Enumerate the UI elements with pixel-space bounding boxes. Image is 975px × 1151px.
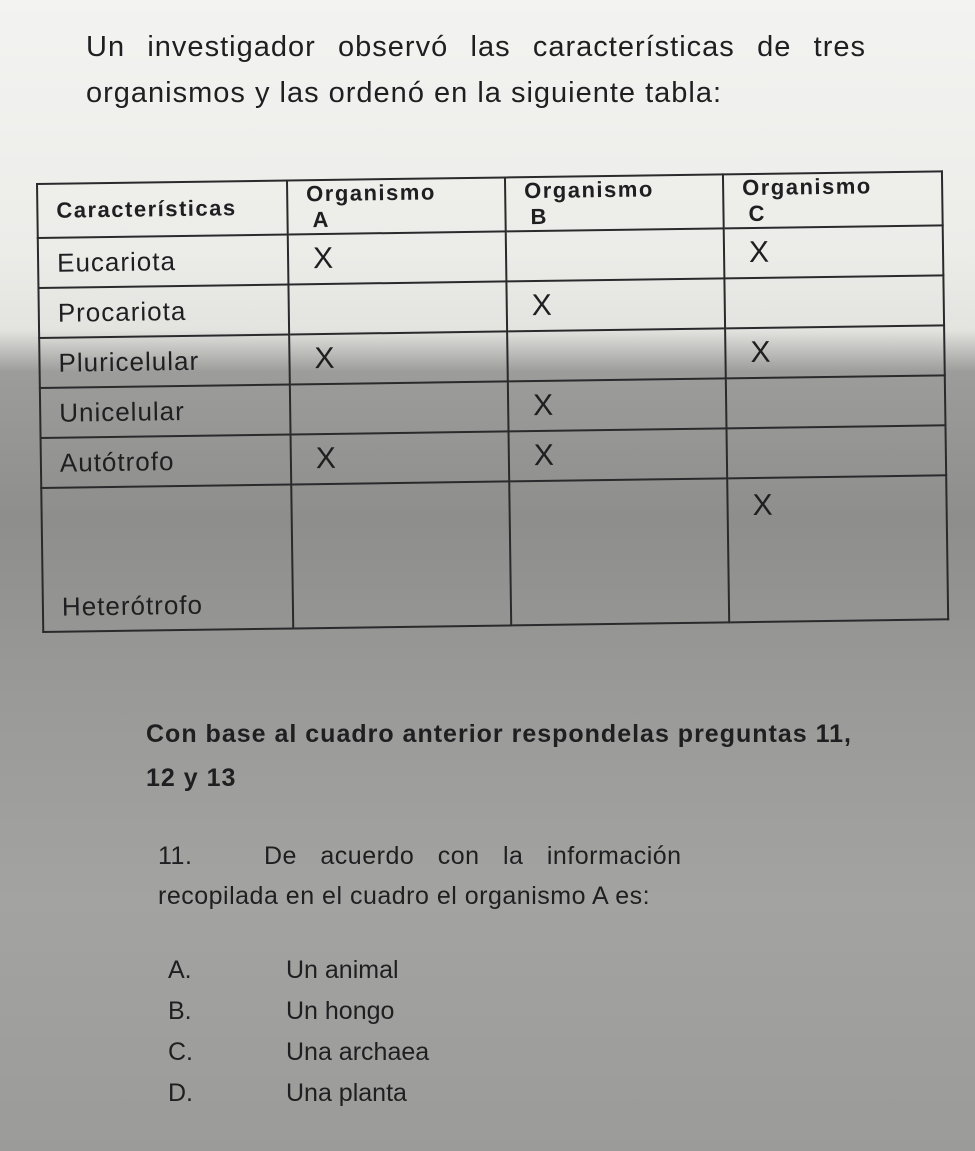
mark-cell-c: X <box>727 475 948 622</box>
trait-cell: Autótrofo <box>41 435 292 489</box>
mark-cell-c: X <box>725 325 945 378</box>
option-a[interactable] <box>168 950 429 991</box>
trait-cell: Pluricelular <box>39 335 290 389</box>
intro-paragraph: Un investigador observó las características de tres organismos y las ordenó en la siguiente tabla: <box>86 31 866 109</box>
mark-cell-c <box>724 275 944 328</box>
option-letter: A. <box>168 956 192 984</box>
option-text: Un animal <box>286 956 399 984</box>
header-label: Organismo <box>741 173 872 201</box>
header-characteristics <box>37 180 288 237</box>
option-c[interactable] <box>168 1032 429 1073</box>
mark-cell-b <box>509 479 729 626</box>
trait-cell: Procariota <box>38 285 289 339</box>
option-text: Una archaea <box>286 1038 430 1066</box>
header-label-letter: C <box>748 200 767 227</box>
question-text-line1: De acuerdo con la información <box>264 842 682 870</box>
mark-cell-c: X <box>724 225 944 278</box>
mark-cell-c <box>726 375 946 428</box>
option-letter: D. <box>168 1079 193 1107</box>
mark-cell-b: X <box>509 429 728 482</box>
characteristics-table <box>36 170 949 633</box>
mark-cell-a <box>288 281 507 334</box>
mark-cell-b <box>506 228 725 281</box>
question-text-line2: recopilada en el cuadro el organismo A es: <box>158 882 651 910</box>
header-label-letter: B <box>530 203 549 230</box>
mark-cell-b: X <box>508 378 727 431</box>
option-d[interactable] <box>168 1073 429 1114</box>
mark-cell-a <box>291 482 511 629</box>
trait-cell: Unicelular <box>40 385 291 439</box>
question-number: 11. <box>158 842 193 870</box>
question-11 <box>158 836 870 916</box>
option-text: Un hongo <box>286 997 395 1025</box>
option-letter: C. <box>168 1038 193 1066</box>
option-b[interactable] <box>168 991 429 1032</box>
mark-cell-b: X <box>506 278 725 331</box>
mark-cell-a: X <box>288 231 507 284</box>
header-label: Organismo <box>306 179 436 207</box>
header-label: Características <box>56 195 237 223</box>
header-label-letter: A <box>312 206 331 233</box>
trait-cell: Heterótrofo <box>41 485 293 632</box>
header-organism-b <box>505 174 724 231</box>
mark-cell-a: X <box>289 331 508 384</box>
mark-cell-a: X <box>291 432 510 485</box>
header-organism-c <box>723 171 943 228</box>
answer-options <box>168 950 429 1114</box>
option-text: Una planta <box>286 1079 407 1107</box>
header-label: Organismo <box>523 176 654 204</box>
trait-cell: Eucariota <box>38 234 289 288</box>
mark-cell-a <box>290 382 509 435</box>
questions-heading: Con base al cuadro anterior respondelas preguntas 11, 12 y 13 <box>146 720 852 792</box>
table-row <box>41 475 948 631</box>
mark-cell-c <box>726 425 946 478</box>
mark-cell-b <box>507 328 726 381</box>
header-organism-a <box>287 177 506 234</box>
option-letter: B. <box>168 997 192 1025</box>
